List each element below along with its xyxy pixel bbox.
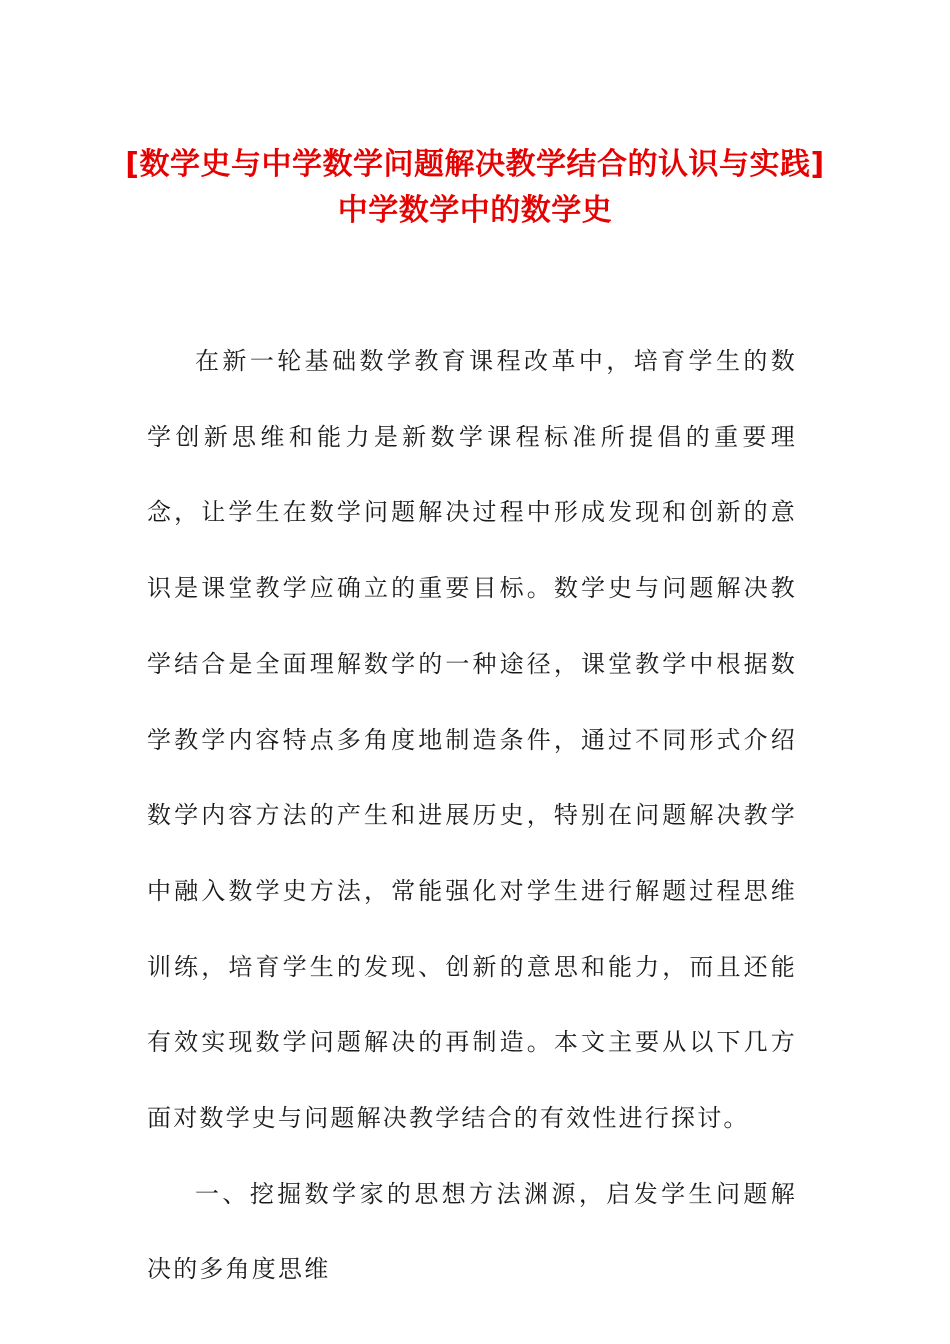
document-title: [数学史与中学数学问题解决教学结合的认识与实践] 中学数学中的数学史	[125, 147, 825, 228]
section-heading: 一、挖掘数学家的思想方法渊源，启发学生问题解决的多角度思维	[147, 1179, 797, 1284]
body-paragraph: 在新一轮基础数学教育课程改革中，培育学生的数学创新思维和能力是新数学课程标准所提倡的重要理念，让学生在数学问题解决过程中形成发现和创新的意识是课堂教学应确立的重要目标。数学史与问题解决教学结合是全面理解数学的一种途径，课堂教学中根据数学教学内容特点多角度地制造条件，通过不同形式介绍数学内容方法的产生和进展历史，特别在问题解决教学中融入数学史方法，常能强化对学生进行解题过程思维训练，培育学生的发现、创新的意思和能力，而且还能有效实现数学问题解决的再制造。本文主要从以下几方面对数学史与问题解决教学结合的有效性进行探讨。	[147, 347, 797, 1133]
document-body	[147, 324, 797, 1308]
